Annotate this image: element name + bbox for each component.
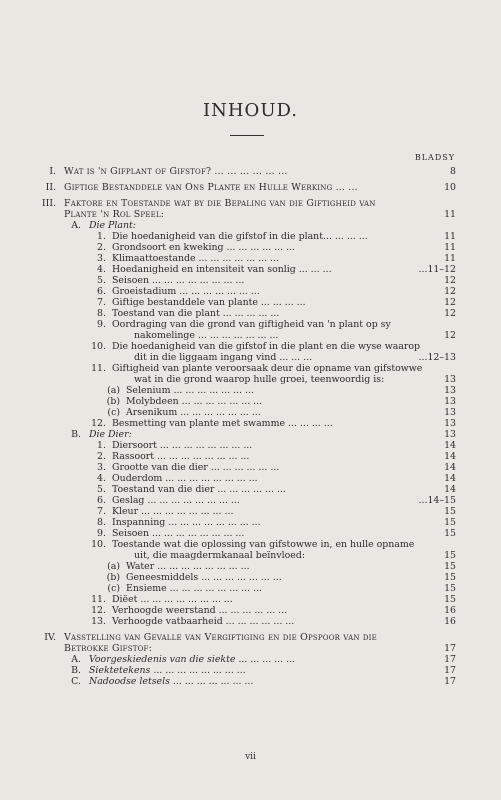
toc-entry-title: Die Plant: [89,220,136,231]
toc-entry-number: B. [71,665,81,676]
toc-entry [38,220,456,231]
toc-entry [38,572,456,583]
toc-entry-title: Siektetekens ... ... ... ... ... ... ... ... [89,665,246,676]
toc-entry-page: 11 [444,242,456,253]
toc-entry [38,418,456,429]
toc-entry-page: 16 [444,616,456,627]
toc-entry-title: Groeistadium ... ... ... ... ... ... ... [112,286,260,297]
toc-entry [38,583,456,594]
toc-entry-number: 6. [97,286,106,297]
toc-entry-title: Ouderdom ... ... ... ... ... ... ... ... [112,473,258,484]
toc-entry-title: Giftigheid van plante veroorsaak deur die opname van gifstowwe [112,363,423,374]
toc-entry-title-continued: uit, die maagdermkanaal beïnvloed: [134,550,305,561]
toc-entry-title: Hoedanigheid en intensiteit van sonlig ... ... ... [112,264,332,275]
toc-entry-page: 8 [450,166,456,177]
toc-entry [38,319,456,341]
toc-entry [38,561,456,572]
toc-entry-title: Toestande wat die oplossing van gifstowwe in, en hulle opname [112,539,415,550]
toc-entry-title: Faktore en Toestande wat by die Bepaling van die Giftigheid van [64,198,376,209]
toc-entry [38,242,456,253]
toc-entry-number: 1. [97,231,106,242]
toc-entry [38,632,456,654]
toc-entry-page: 14 [444,484,456,495]
toc-entry-page: ...14–15 [418,495,456,506]
toc-entry-title: Die Dier: [89,429,132,440]
toc-entry-number: 11. [91,363,106,374]
toc-entry-page: 14 [444,473,456,484]
toc-entry-title: Verhoogde vatbaarheid ... ... ... ... ... ... [112,616,295,627]
toc-entry-number: 9. [97,528,106,539]
toc-entry-title: Voorgeskiedenis van die siekte ... ... ... ... ... [89,654,296,665]
toc-entry-page: ...11–12 [418,264,456,275]
toc-entry-page: 11 [444,253,456,264]
toc-entry [38,363,456,385]
toc-entry-title: Arsenikum ... ... ... ... ... ... ... [126,407,261,418]
toc-entry [38,484,456,495]
toc-entry [38,605,456,616]
toc-entry-number: 13. [91,616,106,627]
toc-entry-page: 15 [444,528,456,539]
toc-entry-title: Grondsoort en kweking ... ... ... ... ... ... [112,242,296,253]
toc-entry-number: 6. [97,495,106,506]
toc-entry-number: (a) [107,385,120,396]
toc-entry-title: Verhoogde weerstand ... ... ... ... ... ... [112,605,288,616]
toc-entry-title-continued: Betrokke Gifstof: [64,643,152,654]
toc-entry-number: (b) [106,396,120,407]
toc-entry-number: A. [71,220,81,231]
toc-entry-number: 9. [97,319,106,330]
toc-entry-title: Water ... ... ... ... ... ... ... ... [126,561,250,572]
toc-entry-number: 7. [97,506,106,517]
toc-entry-title-continued: wat in die grond waarop hulle groei, teenwoordig is: [134,374,385,385]
toc-entry-title: Grootte van die dier ... ... ... ... ... ... [112,462,280,473]
toc-entry-number: A. [71,654,81,665]
toc-entry-page: 13 [444,385,456,396]
toc-entry-number: II. [45,182,56,193]
toc-entry-page: 16 [444,605,456,616]
toc-entry [38,182,456,193]
toc-entry-page: 13 [444,396,456,407]
toc-entry-title: Selenium ... ... ... ... ... ... ... [126,385,254,396]
toc-entry [38,286,456,297]
toc-entry [38,495,456,506]
toc-entry-number: 3. [97,462,106,473]
toc-entry [38,407,456,418]
toc-entry [38,451,456,462]
toc-entry-number: (c) [107,583,120,594]
toc-entry-number: 2. [97,451,106,462]
toc-entry-page: 11 [444,209,456,220]
toc-entry-title: Inspanning ... ... ... ... ... ... ... ... [112,517,261,528]
toc-entry-title: Toestand van die plant ... ... ... ... ... [112,308,280,319]
toc-entry-page: 12 [444,286,456,297]
toc-entry [38,539,456,561]
toc-entry-number: I. [49,166,56,177]
toc-entry-page: 13 [444,374,456,385]
toc-entry [38,506,456,517]
toc-entry [38,654,456,665]
toc-entry-number: 8. [97,308,106,319]
toc-entry-number: B. [71,429,81,440]
toc-entry [38,462,456,473]
toc-entry-number: 3. [97,253,106,264]
toc-entry-page: 13 [444,407,456,418]
toc-entry [38,429,456,440]
toc-entry-title-continued: dit in die liggaam ingang vind ... ... ... [134,352,313,363]
toc-entry-title-continued: Plante 'n Rol Speel: [64,209,165,220]
toc-entry-title-continued: nakomelinge ... ... ... ... ... ... ... [134,330,279,341]
toc-entry-number: 7. [97,297,106,308]
toc-entry [38,616,456,627]
page-column-header: BLADSY [414,153,455,162]
toc-entry-number: 12. [91,605,106,616]
toc-entry-page: 10 [444,182,456,193]
toc-entry-page: 15 [444,583,456,594]
toc-entry [38,231,456,242]
toc-entry-title: Diëet ... ... ... ... ... ... ... ... [112,594,233,605]
toc-entry-number: 12. [91,418,106,429]
toc-entry [38,198,456,220]
toc-entry-number: 4. [97,473,106,484]
toc-entry-number: 10. [91,341,106,352]
toc-entry-title: Die hoedanigheid van die gifstof in die plant... ... ... ... [112,231,368,242]
toc-entry [38,676,456,687]
toc-entry-title: Oordraging van die grond van giftigheid van 'n plant op sy [112,319,391,330]
toc-entry [38,528,456,539]
toc-entry-number: (b) [106,572,120,583]
toc-entry-title: Ensieme ... ... ... ... ... ... ... ... [126,583,263,594]
toc-entry-page: 13 [444,418,456,429]
toc-entry [38,275,456,286]
toc-entry-title: Rassoort ... ... ... ... ... ... ... ... [112,451,250,462]
toc-entry-page: 17 [444,665,456,676]
toc-entry [38,341,456,363]
toc-entry-number: 5. [97,275,106,286]
toc-entry-page: 15 [444,506,456,517]
toc-entry-title: Besmetting van plante met swamme ... ... ... ... [112,418,333,429]
toc-entry-number: 1. [97,440,106,451]
toc-entry-title: Wat is 'n Gifplant of Gifstof? ... ... ... ... ... ... [64,166,288,177]
page-number: vii [245,752,256,762]
toc-entry [38,264,456,275]
toc-entry-page: 15 [444,550,456,561]
toc-entry-title: Molybdeen ... ... ... ... ... ... ... [126,396,263,407]
toc-entry-title: Toestand van die dier ... ... ... ... ... ... [112,484,286,495]
toc-entry-title: Vasstelling van Gevalle van Vergiftiging en die Opspoor van die [64,632,377,643]
table-of-contents [38,166,456,687]
toc-entry-number: 4. [97,264,106,275]
toc-entry-number: (a) [107,561,120,572]
toc-entry-page: 13 [444,429,456,440]
toc-entry [38,253,456,264]
toc-entry-page: 12 [444,275,456,286]
page-title: INHOUD. [203,100,298,121]
toc-entry-title: Giftige bestanddele van plante ... ... ... ... [112,297,306,308]
toc-entry-number: 8. [97,517,106,528]
toc-entry-page: 11 [444,231,456,242]
toc-entry-number: C. [71,676,81,687]
toc-entry-page: 14 [444,462,456,473]
toc-entry-number: 2. [97,242,106,253]
toc-entry-title: Die hoedanigheid van die gifstof in die plant en die wyse waarop [112,341,421,352]
toc-entry-title: Kleur ... ... ... ... ... ... ... ... [112,506,234,517]
toc-entry-page: 17 [444,654,456,665]
toc-entry-page: 15 [444,517,456,528]
toc-entry-page: 12 [444,297,456,308]
toc-entry-page: 15 [444,572,456,583]
toc-entry-title: Diersoort ... ... ... ... ... ... ... ... [112,440,253,451]
toc-entry [38,308,456,319]
toc-entry-page: 17 [444,676,456,687]
title-rule [230,135,264,136]
toc-entry [38,297,456,308]
toc-entry-title: Geslag ... ... ... ... ... ... ... ... [112,495,240,506]
toc-entry-page: ...12–13 [418,352,456,363]
toc-entry-page: 17 [444,643,456,654]
toc-entry-title: Nadoodse letsels ... ... ... ... ... ... ... [89,676,254,687]
toc-entry-page: 15 [444,594,456,605]
toc-entry [38,665,456,676]
toc-entry-page: 12 [444,308,456,319]
toc-entry-page: 14 [444,440,456,451]
toc-entry-number: 5. [97,484,106,495]
toc-entry-page: 12 [444,330,456,341]
toc-entry [38,473,456,484]
toc-entry-number: 11. [91,594,106,605]
toc-entry-number: 10. [91,539,106,550]
toc-entry-title: Geneesmiddels ... ... ... ... ... ... ... [126,572,282,583]
toc-entry-title: Giftige Bestanddele van Ons Plante en Hulle Werking ... ... [64,182,358,193]
toc-entry [38,594,456,605]
toc-entry-page: 14 [444,451,456,462]
toc-entry-number: (c) [107,407,120,418]
toc-entry [38,396,456,407]
toc-entry [38,385,456,396]
toc-entry-number: III. [41,198,56,209]
toc-entry [38,440,456,451]
toc-entry-number: IV. [44,632,56,643]
toc-entry [38,166,456,177]
toc-entry [38,517,456,528]
toc-entry-page: 15 [444,561,456,572]
toc-entry-title: Klimaattoestande ... ... ... ... ... ... ... [112,253,279,264]
toc-entry-title: Seisoen ... ... ... ... ... ... ... ... [112,528,245,539]
toc-entry-title: Seisoen ... ... ... ... ... ... ... ... [112,275,245,286]
